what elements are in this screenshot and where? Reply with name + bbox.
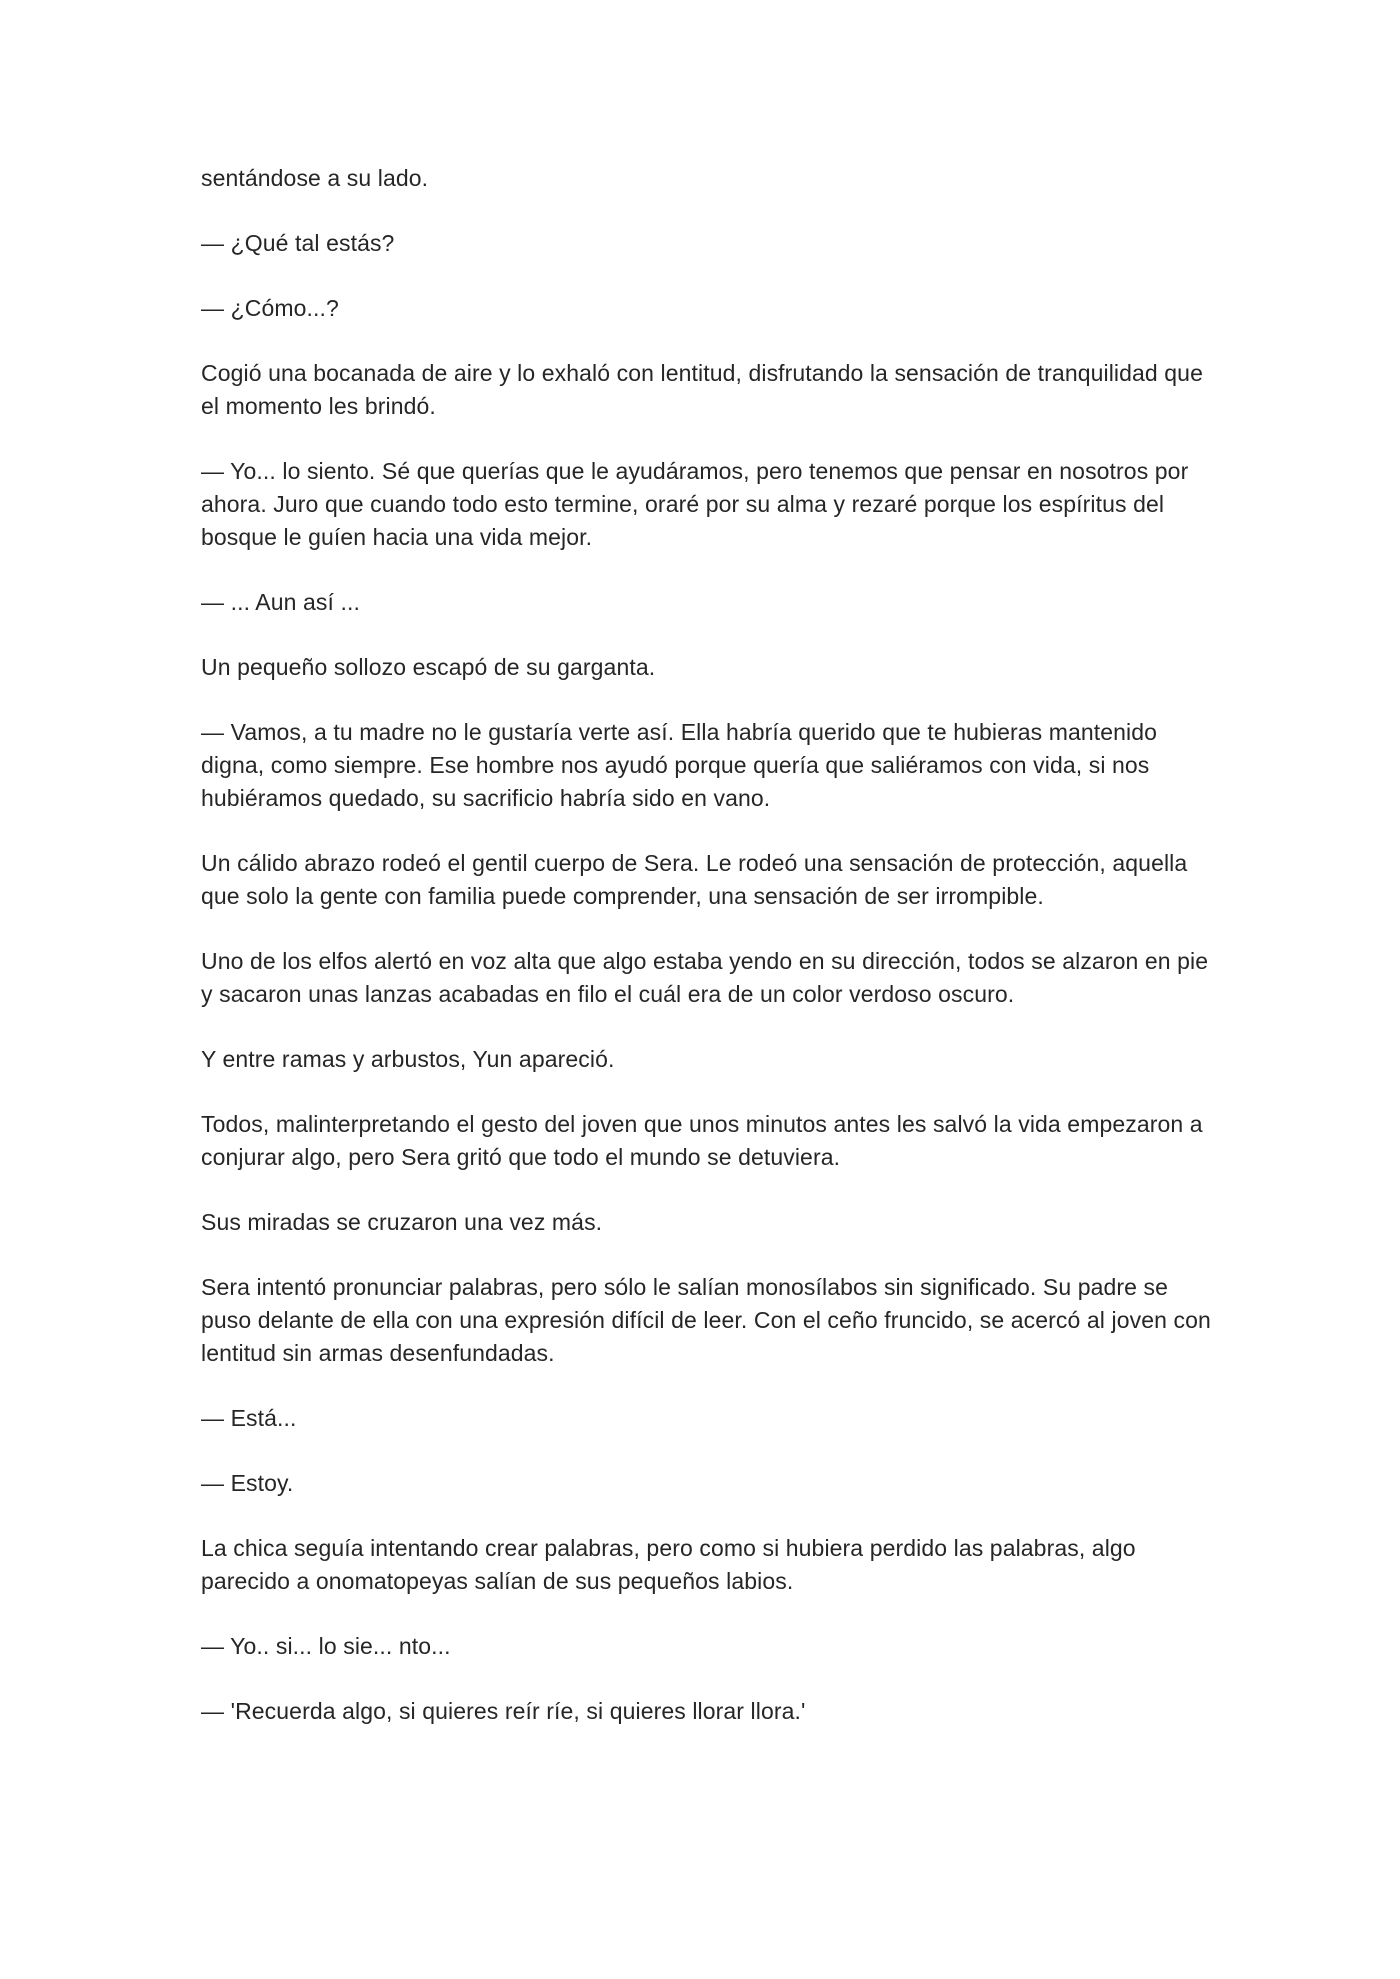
- paragraph: Un cálido abrazo rodeó el gentil cuerpo de Sera. Le rodeó una sensación de protección, aquella que solo la gente con familia puede comprender, una sensación de ser irrompible.: [201, 850, 1188, 909]
- paragraph: Un pequeño sollozo escapó de su garganta.: [201, 654, 656, 680]
- paragraph: La chica seguía intentando crear palabras, pero como si hubiera perdido las palabras, algo parecido a onomatopeyas salían de sus pequeños labios.: [201, 1535, 1136, 1594]
- paragraph: sentándose a su lado.: [201, 165, 429, 191]
- paragraph: — ¿Cómo...?: [201, 295, 339, 321]
- paragraph: Sera intentó pronunciar palabras, pero sólo le salían monosílabos sin significado. Su padre se puso delante de ella con una expresión difícil de leer. Con el ceño fruncido, se acercó al joven con lentitud sin armas desenfundadas.: [201, 1274, 1211, 1366]
- paragraph: Y entre ramas y arbustos, Yun apareció.: [201, 1046, 615, 1072]
- paragraph: Cogió una bocanada de aire y lo exhaló con lentitud, disfrutando la sensación de tranquilidad que el momento les brindó.: [201, 360, 1203, 419]
- paragraph: Uno de los elfos alertó en voz alta que algo estaba yendo en su dirección, todos se alzaron en pie y sacaron unas lanzas acabadas en filo el cuál era de un color verdoso oscuro.: [201, 948, 1209, 1007]
- paragraph: — Yo.. si... lo sie... nto...: [201, 1633, 451, 1659]
- paragraph: Sus miradas se cruzaron una vez más.: [201, 1209, 603, 1235]
- paragraph: — Yo... lo siento. Sé que querías que le ayudáramos, pero tenemos que pensar en nosotros por ahora. Juro que cuando todo esto termine, oraré por su alma y rezaré porque los espíritus del bosque le guíen hacia una vida mejor.: [201, 458, 1189, 550]
- paragraph: — 'Recuerda algo, si quieres reír ríe, si quieres llorar llora.': [201, 1698, 806, 1724]
- paragraph: — ¿Qué tal estás?: [201, 230, 395, 256]
- paragraph: — Vamos, a tu madre no le gustaría verte así. Ella habría querido que te hubieras mantenido digna, como siempre. Ese hombre nos ayudó porque quería que saliéramos con vida, si nos hubiéramos quedado, su sacrificio habría sido en vano.: [201, 719, 1158, 811]
- paragraph: Todos, malinterpretando el gesto del joven que unos minutos antes les salvó la vida empezaron a conjurar algo, pero Sera gritó que todo el mundo se detuviera.: [201, 1111, 1203, 1170]
- paragraph: — Está...: [201, 1405, 297, 1431]
- paragraph: — ... Aun así ...: [201, 589, 360, 615]
- document-body: [201, 162, 1211, 1760]
- paragraph: — Estoy.: [201, 1470, 294, 1496]
